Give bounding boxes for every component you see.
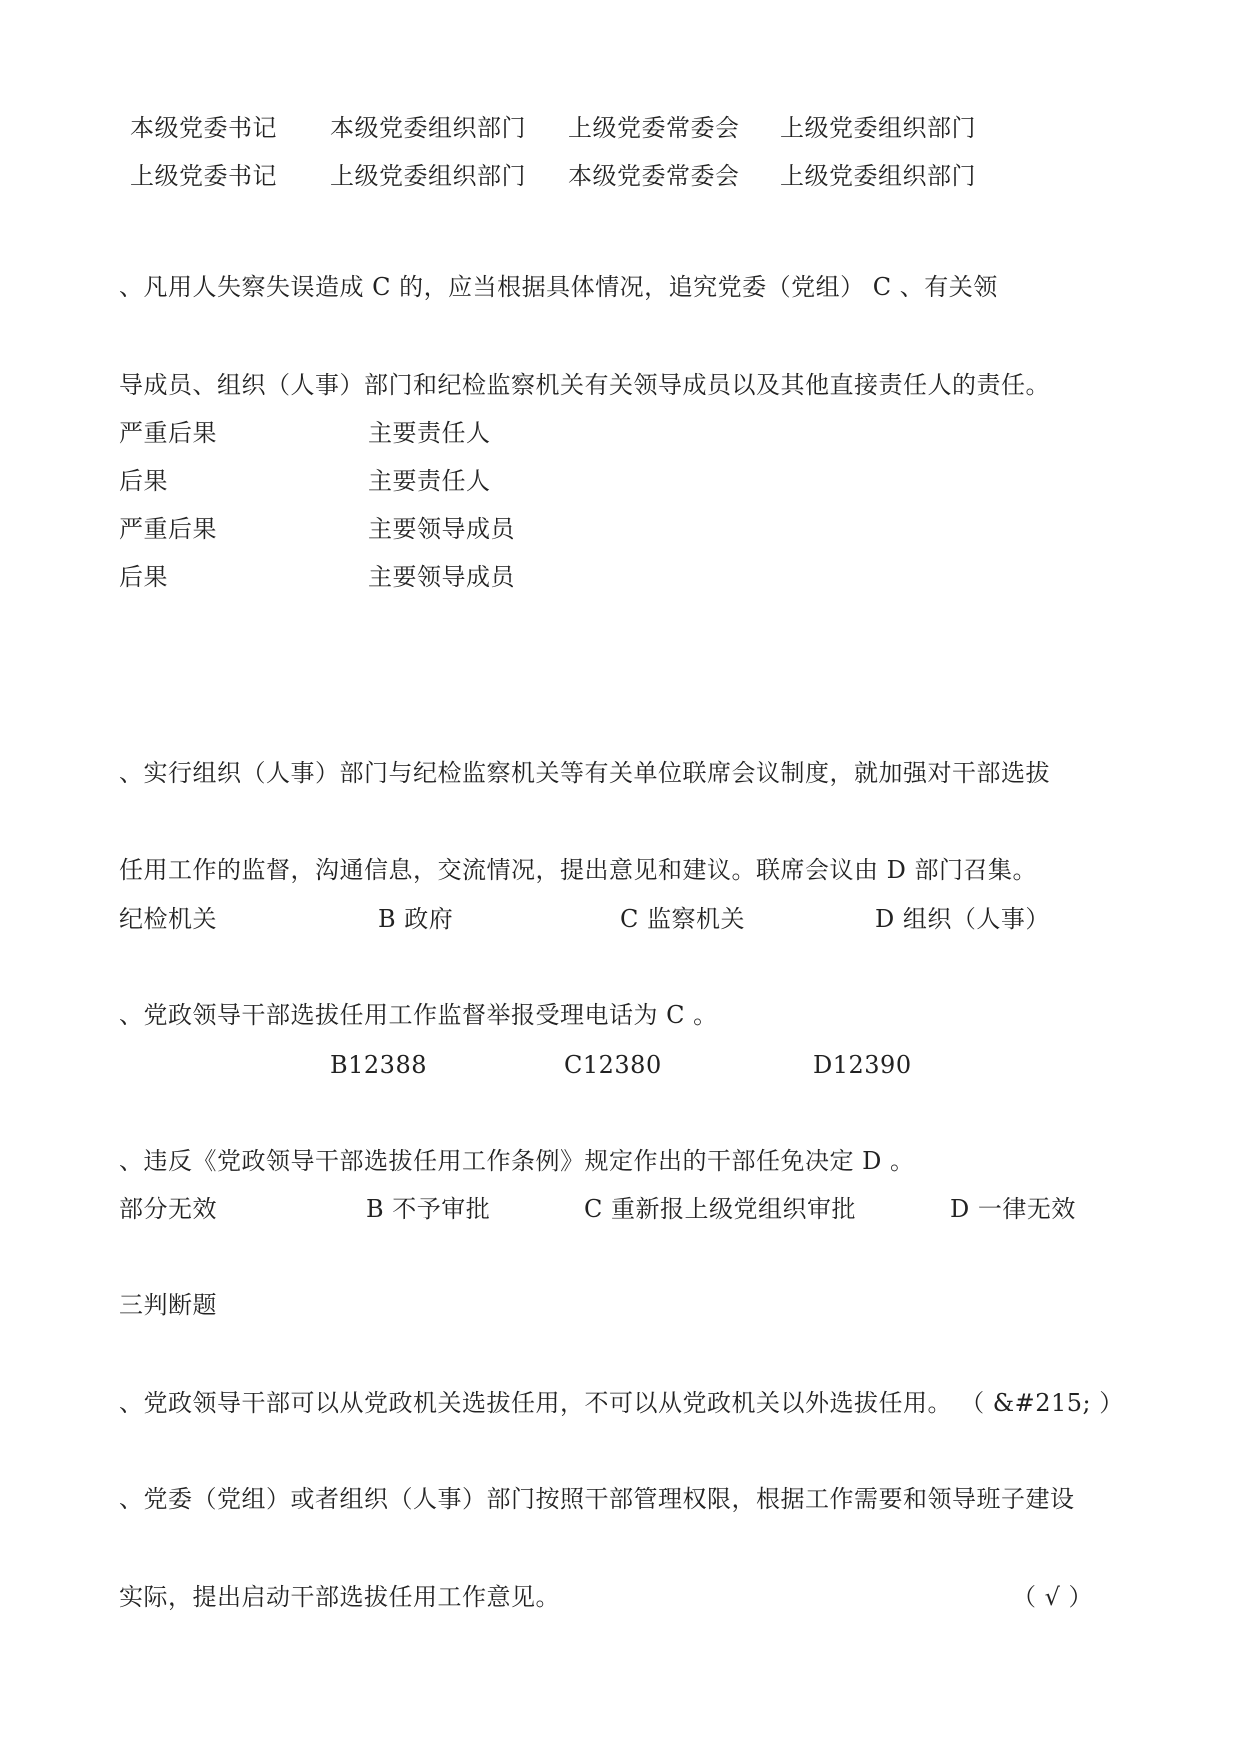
option-text: 严重后果 (119, 419, 217, 447)
option-text: 上级党委组织部门 (330, 162, 526, 190)
option-text: 上级党委常委会 (568, 114, 740, 142)
option-text: 本级党委常委会 (568, 162, 740, 190)
option-text: 上级党委组织部门 (780, 162, 976, 190)
option-text: 主要领导成员 (368, 563, 515, 591)
option-text: 严重后果 (119, 515, 217, 543)
option-text: 纪检机关 (119, 905, 217, 933)
answer-mark: （ √ ） (1012, 1583, 1094, 1611)
question-stem: 、违反《党政领导干部选拔任用工作条例》规定作出的干部任免决定 D 。 (119, 1147, 915, 1175)
option-text: 主要领导成员 (368, 515, 515, 543)
option-text: C 重新报上级党组织审批 (584, 1195, 856, 1223)
option-text: C12380 (564, 1051, 662, 1079)
option-text: 上级党委书记 (130, 162, 277, 190)
question-stem: 、党委（党组）或者组织（人事）部门按照干部管理权限，根据工作需要和领导班子建设 (119, 1485, 1075, 1513)
question-stem: 、凡用人失察失误造成 C 的，应当根据具体情况，追究党委（党组） C 、有关领 (119, 273, 998, 301)
option-text: B12388 (330, 1051, 427, 1079)
option-text: D 组织（人事） (875, 905, 1050, 933)
option-text: B 不予审批 (366, 1195, 491, 1223)
question-stem: 、实行组织（人事）部门与纪检监察机关等有关单位联席会议制度，就加强对干部选拔 (119, 759, 1050, 787)
option-text: 本级党委组织部门 (330, 114, 526, 142)
option-text: D12390 (813, 1051, 912, 1079)
question-stem: 实际，提出启动干部选拔任用工作意见。 (119, 1583, 560, 1611)
option-text: 后果 (119, 563, 168, 591)
question-stem: 任用工作的监督，沟通信息，交流情况，提出意见和建议。联席会议由 D 部门召集。 (119, 856, 1037, 884)
question-stem: 、党政领导干部可以从党政机关选拔任用，不可以从党政机关以外选拔任用。 （ &#215; ） (119, 1389, 1124, 1417)
section-heading: 三判断题 (119, 1291, 217, 1319)
option-text: C 监察机关 (620, 905, 745, 933)
option-text: B 政府 (378, 905, 454, 933)
option-text: 后果 (119, 467, 168, 495)
option-text: 主要责任人 (368, 419, 491, 447)
question-stem: 、党政领导干部选拔任用工作监督举报受理电话为 C 。 (119, 1001, 718, 1029)
option-text: 上级党委组织部门 (780, 114, 976, 142)
option-text: 本级党委书记 (130, 114, 277, 142)
question-stem: 导成员、组织（人事）部门和纪检监察机关有关领导成员以及其他直接责任人的责任。 (119, 371, 1050, 399)
option-text: 主要责任人 (368, 467, 491, 495)
option-text: 部分无效 (119, 1195, 217, 1223)
option-text: D 一律无效 (950, 1195, 1076, 1223)
